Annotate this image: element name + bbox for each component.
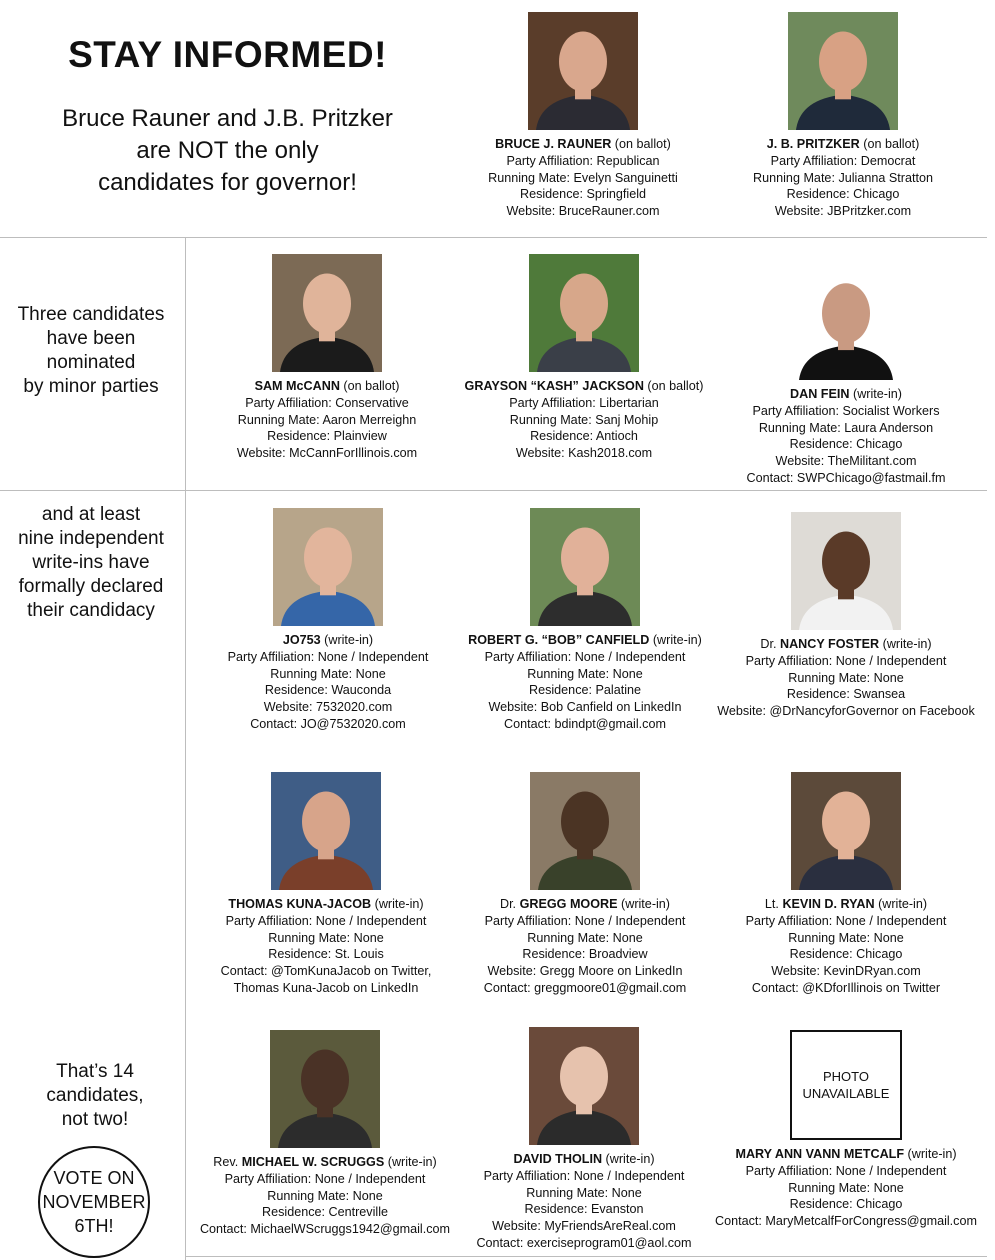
candidate-detail: Party Affiliation: Conservative: [245, 395, 409, 410]
candidate-info: [185, 1154, 465, 1238]
candidate-card: [186, 772, 466, 997]
candidate-detail: Website: @DrNancyforGovernor on Facebook: [717, 704, 975, 719]
candidate-card: [185, 1030, 465, 1238]
candidate-info: [187, 378, 467, 462]
candidate-status: (write-in): [384, 1155, 437, 1169]
candidate-detail: Party Affiliation: Libertarian: [509, 395, 659, 410]
candidate-info: [703, 136, 983, 220]
candidate-detail: Contact: greggmoore01@gmail.com: [483, 980, 687, 995]
candidate-detail: Website: 7532020.com: [263, 700, 393, 715]
candidate-detail: Website: MyFriendsAreReal.com: [492, 1219, 676, 1234]
candidate-detail: Website: JBPritzker.com: [774, 204, 912, 219]
candidate-detail: Residence: Broadview: [522, 947, 648, 962]
candidate-status: (on ballot): [339, 379, 400, 393]
candidate-detail: Residence: Centreville: [262, 1205, 388, 1220]
candidate-name: JO753: [282, 633, 321, 647]
candidate-name-line: [444, 1151, 724, 1168]
candidate-detail: Residence: Chicago: [789, 947, 903, 962]
candidate-detail: Running Mate: Evelyn Sanguinetti: [488, 170, 678, 185]
candidate-detail: Website: BruceRauner.com: [506, 204, 660, 219]
candidate-name: DAN FEIN: [790, 387, 850, 401]
headline: STAY INFORMED!: [68, 34, 387, 75]
candidate-detail: Party Affiliation: Democrat: [770, 153, 916, 168]
candidate-detail: Party Affiliation: None / Independent: [484, 913, 686, 928]
divider-middle: [0, 490, 987, 491]
candidate-status: (write-in): [874, 897, 928, 911]
candidate-status: (on ballot): [643, 379, 704, 393]
candidate-status: (on ballot): [611, 137, 671, 151]
candidate-name: MARY ANN VANN METCALF: [735, 1147, 905, 1161]
candidate-detail: Website: McCannForIllinois.com: [236, 446, 418, 461]
candidate-title-prefix: Dr.: [760, 637, 780, 651]
candidate-detail: Running Mate: None: [788, 930, 904, 945]
candidate-name-line: [445, 632, 725, 649]
candidate-name-line: [444, 378, 724, 395]
candidate-detail: Website: Kash2018.com: [515, 446, 653, 461]
candidate-name: NANCY FOSTER: [779, 637, 880, 651]
label-line: That’s 14: [56, 1061, 134, 1082]
candidate-status: (write-in): [879, 637, 932, 651]
candidate-detail: Residence: Antioch: [530, 429, 638, 444]
candidate-detail: Running Mate: None: [267, 1188, 383, 1203]
vote-line: VOTE ON: [53, 1168, 135, 1188]
candidate-card: [445, 508, 725, 733]
candidate-title-prefix: Dr.: [499, 897, 520, 911]
subhead-line: are NOT the only: [136, 137, 319, 164]
label-line: nominated: [46, 352, 136, 373]
candidate-photo: [791, 772, 901, 890]
label-line: have been: [46, 328, 136, 349]
candidate-detail: Running Mate: None: [526, 1185, 642, 1200]
candidate-detail: Running Mate: Julianna Stratton: [753, 170, 933, 185]
candidate-photo: [791, 512, 901, 630]
candidate-status: (write-in): [649, 633, 702, 647]
candidate-card: [706, 1030, 986, 1230]
candidate-detail: Contact: MaryMetcalfForCongress@gmail.com: [715, 1214, 977, 1229]
candidate-status: (write-in): [904, 1147, 957, 1161]
candidate-photo: [530, 772, 640, 890]
photo-unavailable-text: UNAVAILABLE: [802, 1086, 890, 1101]
candidate-detail: Contact: SWPChicago@fastmail.fm: [746, 470, 946, 485]
candidate-photo: [528, 12, 638, 130]
candidate-name-line: [706, 386, 986, 403]
vote-line: NOVEMBER: [42, 1192, 146, 1212]
candidate-detail: Residence: Springfield: [519, 187, 646, 202]
candidate-name: J. B. PRITZKER: [766, 137, 860, 151]
photo-unavailable-text: PHOTO: [822, 1069, 869, 1084]
candidate-detail: Party Affiliation: None / Independent: [483, 1168, 685, 1183]
candidate-detail: Running Mate: None: [268, 930, 384, 945]
candidate-name: DAVID THOLIN: [513, 1152, 603, 1166]
candidate-detail: Contact: MichaelWScruggs1942@gmail.com: [199, 1222, 451, 1237]
candidate-detail: Residence: Chicago: [789, 1197, 903, 1212]
candidate-detail: Website: Gregg Moore on LinkedIn: [487, 964, 683, 979]
candidate-status: (write-in): [371, 897, 424, 911]
candidate-status: (write-in): [320, 633, 374, 647]
candidate-info: [444, 378, 724, 462]
candidate-card: [444, 1027, 724, 1252]
candidate-name-line: [706, 1146, 986, 1163]
candidate-card: [706, 265, 986, 487]
candidate-card: [703, 12, 983, 220]
candidate-status: (write-in): [617, 897, 671, 911]
label-line: by minor parties: [23, 376, 159, 397]
candidate-info: [706, 896, 986, 997]
divider-top: [0, 237, 987, 238]
vote-badge: [38, 1146, 150, 1258]
candidate-photo: [791, 265, 901, 380]
candidate-name: BRUCE J. RAUNER: [495, 137, 612, 151]
candidate-name: KEVIN D. RYAN: [782, 897, 875, 911]
candidate-detail: Party Affiliation: None / Independent: [745, 653, 947, 668]
label-line: formally declared: [18, 576, 164, 597]
candidate-detail: Website: KevinDRyan.com: [771, 964, 921, 979]
candidate-detail: Residence: Chicago: [786, 187, 900, 202]
candidate-detail: Running Mate: Laura Anderson: [758, 420, 934, 435]
candidate-photo: [270, 1030, 380, 1148]
candidate-detail: Party Affiliation: None / Independent: [224, 1171, 426, 1186]
candidate-info: [186, 896, 466, 997]
candidate-detail: Contact: bdindpt@gmail.com: [504, 716, 666, 731]
candidate-detail: Party Affiliation: None / Independent: [745, 1163, 947, 1178]
candidate-detail: Residence: Palatine: [528, 683, 641, 698]
candidate-detail: Contact: exerciseprogram01@aol.com: [476, 1235, 692, 1250]
candidate-info: [444, 1151, 724, 1252]
write-ins-label: [0, 503, 182, 623]
candidate-info: [445, 632, 725, 733]
candidate-status: (write-in): [602, 1152, 655, 1166]
candidate-detail: Residence: Swansea: [786, 687, 906, 702]
label-line: not two!: [61, 1109, 129, 1130]
candidate-name: THOMAS KUNA-JACOB: [228, 897, 372, 911]
candidate-name: GREGG MOORE: [519, 897, 618, 911]
photo-unavailable-box: [790, 1030, 902, 1140]
candidate-detail: Running Mate: None: [788, 670, 904, 685]
divider-bottom: [186, 1256, 987, 1257]
candidate-title-prefix: Rev.: [213, 1155, 242, 1169]
candidate-name-line: [706, 896, 986, 913]
candidate-photo: [529, 254, 639, 372]
candidate-detail: Thomas Kuna-Jacob on LinkedIn: [233, 980, 419, 995]
candidate-detail: Residence: St. Louis: [268, 947, 384, 962]
candidate-detail: Party Affiliation: Republican: [506, 153, 660, 168]
candidate-photo: [529, 1027, 639, 1145]
candidate-name-line: [185, 1154, 465, 1171]
label-line: write-ins have: [32, 552, 150, 573]
candidate-info: [188, 632, 468, 733]
candidate-info: [706, 636, 986, 720]
candidate-info: [443, 136, 723, 220]
candidate-detail: Running Mate: None: [527, 666, 643, 681]
label-line: Three candidates: [17, 304, 165, 325]
label-line: nine independent: [18, 528, 164, 549]
candidate-card: [706, 512, 986, 720]
subheadline: [0, 103, 455, 199]
candidate-card: [187, 254, 467, 462]
candidate-name-line: [188, 632, 468, 649]
candidate-status: (on ballot): [859, 137, 920, 151]
candidate-info: [706, 386, 986, 487]
candidate-name: MICHAEL W. SCRUGGS: [241, 1155, 385, 1169]
candidate-detail: Residence: Plainview: [267, 429, 387, 444]
vote-line: 6TH!: [74, 1216, 114, 1236]
candidate-name: GRAYSON “KASH” JACKSON: [464, 379, 644, 393]
candidate-photo: [788, 12, 898, 130]
candidate-detail: Contact: @KDforIllinois on Twitter: [751, 980, 941, 995]
label-line: and at least: [41, 504, 141, 525]
candidate-detail: Party Affiliation: Socialist Workers: [752, 403, 940, 418]
candidate-name-line: [186, 896, 466, 913]
candidate-card: [188, 508, 468, 733]
candidate-detail: Running Mate: None: [270, 666, 386, 681]
candidate-detail: Party Affiliation: None / Independent: [227, 649, 429, 664]
candidate-detail: Running Mate: Aaron Merreighn: [237, 412, 417, 427]
candidate-info: [445, 896, 725, 997]
candidate-title-prefix: Lt.: [764, 897, 783, 911]
candidate-detail: Contact: JO@7532020.com: [250, 716, 406, 731]
label-line: their candidacy: [27, 600, 155, 621]
minor-parties-label: [0, 303, 182, 399]
candidate-card: [443, 12, 723, 220]
candidate-detail: Party Affiliation: None / Independent: [484, 649, 686, 664]
candidate-detail: Residence: Evanston: [524, 1202, 644, 1217]
candidate-name-line: [703, 136, 983, 153]
candidate-detail: Residence: Chicago: [789, 437, 903, 452]
candidate-detail: Contact: @TomKunaJacob on Twitter,: [220, 964, 432, 979]
tally-label: [4, 1060, 186, 1132]
candidate-detail: Running Mate: Sanj Mohip: [509, 412, 659, 427]
candidate-photo: [273, 508, 383, 626]
candidate-status: (write-in): [849, 387, 902, 401]
candidate-detail: Running Mate: None: [527, 930, 643, 945]
candidate-photo: [272, 254, 382, 372]
candidate-detail: Party Affiliation: None / Independent: [225, 913, 427, 928]
candidate-name-line: [187, 378, 467, 395]
candidate-detail: Residence: Wauconda: [264, 683, 392, 698]
candidate-name-line: [445, 896, 725, 913]
candidate-name-line: [706, 636, 986, 653]
subhead-line: Bruce Rauner and J.B. Pritzker: [62, 105, 393, 132]
candidate-detail: Running Mate: None: [788, 1180, 904, 1195]
candidate-detail: Website: Bob Canfield on LinkedIn: [488, 700, 682, 715]
subhead-line: candidates for governor!: [98, 169, 357, 196]
candidate-info: [706, 1146, 986, 1230]
candidate-name: SAM McCANN: [254, 379, 340, 393]
label-line: candidates,: [46, 1085, 144, 1106]
candidate-photo: [530, 508, 640, 626]
candidate-card: [706, 772, 986, 997]
candidate-card: [445, 772, 725, 997]
candidate-photo: [271, 772, 381, 890]
candidate-detail: Website: TheMilitant.com: [775, 454, 917, 469]
candidate-card: [444, 254, 724, 462]
candidate-name: ROBERT G. “BOB” CANFIELD: [468, 633, 650, 647]
candidate-detail: Party Affiliation: None / Independent: [745, 913, 947, 928]
candidate-name-line: [443, 136, 723, 153]
